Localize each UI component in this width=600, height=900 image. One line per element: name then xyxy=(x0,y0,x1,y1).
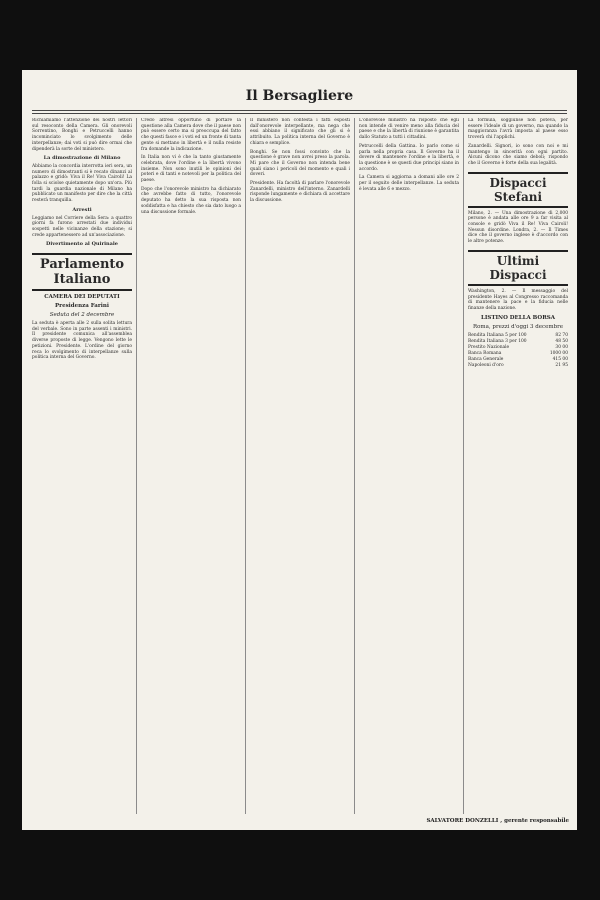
column-5-paragraph: Zanardelli. Signori, io sono con noi e mi mantengo in sincerità con ogni partito. Alcuni dicono che siamo deboli; rispondo che il Governo è forte della sua legalità. xyxy=(468,143,568,166)
column-3-paragraph: Il ministero non contesta i fatti esposti dall'onorevole interpellante, ma nega che essi abbiano il significato che gli si è attribuito. La politica interna del Governo è chiara e semplice. xyxy=(250,118,350,146)
presidency-heading: Presidenza Farini xyxy=(55,303,109,310)
masthead-rule-lower xyxy=(32,113,567,114)
borsa-row-label: Rendita Italiana 5 per 100 xyxy=(468,332,527,338)
chamber-heading: CAMERA DEI DEPUTATI xyxy=(44,294,120,301)
borsa-row-label: Napoleoni d'oro xyxy=(468,362,504,368)
session-date: Seduta del 2 decembre xyxy=(49,312,115,319)
column-3-paragraph: Presidente. Ha facoltà di parlare l'onorevole Zanardelli, ministro dell'interno. Zanardelli risponde lungamente e dichiara di accettare la discussione. xyxy=(250,181,350,204)
borsa-row-value: 415 00 xyxy=(552,356,568,362)
column-2-paragraph: Dopo che l'onorevole ministro ha dichiarato che avrebbe fatto di tutto, l'onorevole deputato ha detto la sua risposta non soddisfatta e ha chiesto che sia dato luogo a una discussione formale. xyxy=(141,186,241,215)
column-divider xyxy=(463,118,464,814)
parliament-body: La seduta è aperta alle 2 sulla solita lettura del verbale. Sono in parte assenti i ministri. Il presidente comunica all'assemblea diverse proposte di legge. Vengono lette le petizioni. Presidente. L'ordine del giorno reca lo svolgimento di interpellanze sulla politica interna del Governo. xyxy=(32,321,132,361)
borsa-row-label: Prestito Nazionale xyxy=(468,344,510,350)
borsa-table xyxy=(468,333,568,369)
borsa-row-label: Banca Romana xyxy=(468,350,502,356)
column-4 xyxy=(359,118,459,814)
column-divider xyxy=(245,118,246,814)
newspaper-page xyxy=(22,70,577,830)
column-4-paragraph: La Camera si aggiorna a domani alle ore 2 per il seguito delle interpellanze. La seduta è levata alle 6 e mezzo. xyxy=(359,175,459,192)
section-title-milano: La dimostrazione di Milano xyxy=(43,155,121,162)
ultimi-dispacci-heading: Ultimi Dispacci xyxy=(468,250,568,286)
borsa-row-value: 30 00 xyxy=(555,344,568,350)
borsa-subheading: Roma, prezzi d'oggi 3 decembre xyxy=(472,323,564,330)
borsa-row-value: 1000 00 xyxy=(549,350,568,356)
column-2-paragraph: In Italia non vi è che la tanto giustamente celebrata, dove l'ordine e la libertà vivono insieme. Non sono inutili le opinioni dei poteri e di tanti e notevoli per la politica del paese. xyxy=(141,155,241,184)
column-2-paragraph: Credo altresì opportuno di portare la questione alla Camera dove che il paese non può essere certo ma si preoccupa del fatto che questi fasce e i voti ed un fronte di tanta gente si mettano in libertà e il nulla resiste fra domande la indicazione. xyxy=(141,118,241,152)
column-3-paragraph: Bonghi. Se non fossi convinto che la questione è grave non avrei preso la parola. Mi pare che il Governo non intenda bene quali siano i pericoli del momento e quali i doveri. xyxy=(250,149,350,178)
dispacci-stefani-heading: Dispacci Stefani xyxy=(468,172,568,208)
borsa-row-value: 21 95 xyxy=(555,362,568,368)
column-4-paragraph: L'onorevole ministro ha risposto che egli non intende di venire meno alla fiducia del paese e che la libertà di riunione è garantita dallo Statuto a tutti i cittadini. xyxy=(359,118,459,141)
masthead-rule xyxy=(32,110,567,111)
column-3 xyxy=(250,118,350,814)
column-2 xyxy=(141,118,241,814)
section-title-quirinale: Divertimento al Quirinale xyxy=(46,241,118,248)
section-body-milano: Abbiamo la concordia interrotta ieri sera, un numero di dimostranti si è recato dinanzi al palazzo e gridò: Viva il Re! Viva Cairoli! La folla si sciolse quietamente dopo un'ora. Più tardi la guardia nazionale di Milano ha pubblicato un manifesto per dire che la città resterà tranquilla. xyxy=(32,163,132,204)
section-body-arresti: Leggiamo nel Corriere della Sera: a quattro giorni fa furono arrestati due individui sospetti nelle vicinanze della stazione; si crede appartenessero ad un'associazione. xyxy=(32,215,132,238)
borsa-row-value: 82 70 xyxy=(555,332,568,338)
dispacci-body: Milano, 2. — Una dimostrazione di 2,000 persone è andata alle ore 9 a far visita al console e gridò Viva il Re! Viva Cairoli! Nessun disordine. Londra, 2. — Il Times dice che il governo inglese è d'accordo con le altre potenze. xyxy=(468,210,568,245)
borsa-row-value: 48 50 xyxy=(555,338,568,344)
footer-signature: SALVATORE DONZELLI , gerente responsabile xyxy=(426,818,569,824)
borsa-heading: LISTINO DELLA BORSA xyxy=(480,314,556,321)
parliament-heading: Parlamento Italiano xyxy=(32,253,132,291)
column-1-intro: Richiamiamo l'attenzione dei nostri lettori sul resoconto della Camera. Gli onorevoli Sorrentino, Bonghi e Petruccelli hanno incominciato lo svolgimento delle interpellanze; dai voti si può dire ormai che dipenderà la sorte del ministero. xyxy=(32,118,132,152)
borsa-row xyxy=(468,363,568,369)
column-5-paragraph: La formula, soggiunse non poteva, per essere l'ideale di un governo, ma quando la maggioranza l'avrà imposta al paese esso troverà chi l'applichi. xyxy=(468,118,568,141)
section-title-arresti: Arresti xyxy=(72,206,92,213)
page-title: Il Bersagliere xyxy=(245,88,354,104)
column-divider xyxy=(354,118,355,814)
borsa-row-label: Rendita Italiana 3 per 100 xyxy=(468,338,527,344)
column-1 xyxy=(32,118,132,814)
column-4-paragraph: Petruccelli della Gattina. Io parlo come si parla nella propria casa. Il Governo ha il dovere di mantenere l'ordine e la libertà, e la questione è se questi due principi siano in accordo. xyxy=(359,143,459,172)
column-5 xyxy=(468,118,568,814)
column-divider xyxy=(136,118,137,814)
borsa-row-label: Banca Generale xyxy=(468,356,504,362)
ultimi-dispacci-body: Washington, 2. — Il messaggio del presidente Hayes al Congresso raccomanda di mantenere la pace e la fiducia nelle finanze della nazione. xyxy=(468,288,568,311)
